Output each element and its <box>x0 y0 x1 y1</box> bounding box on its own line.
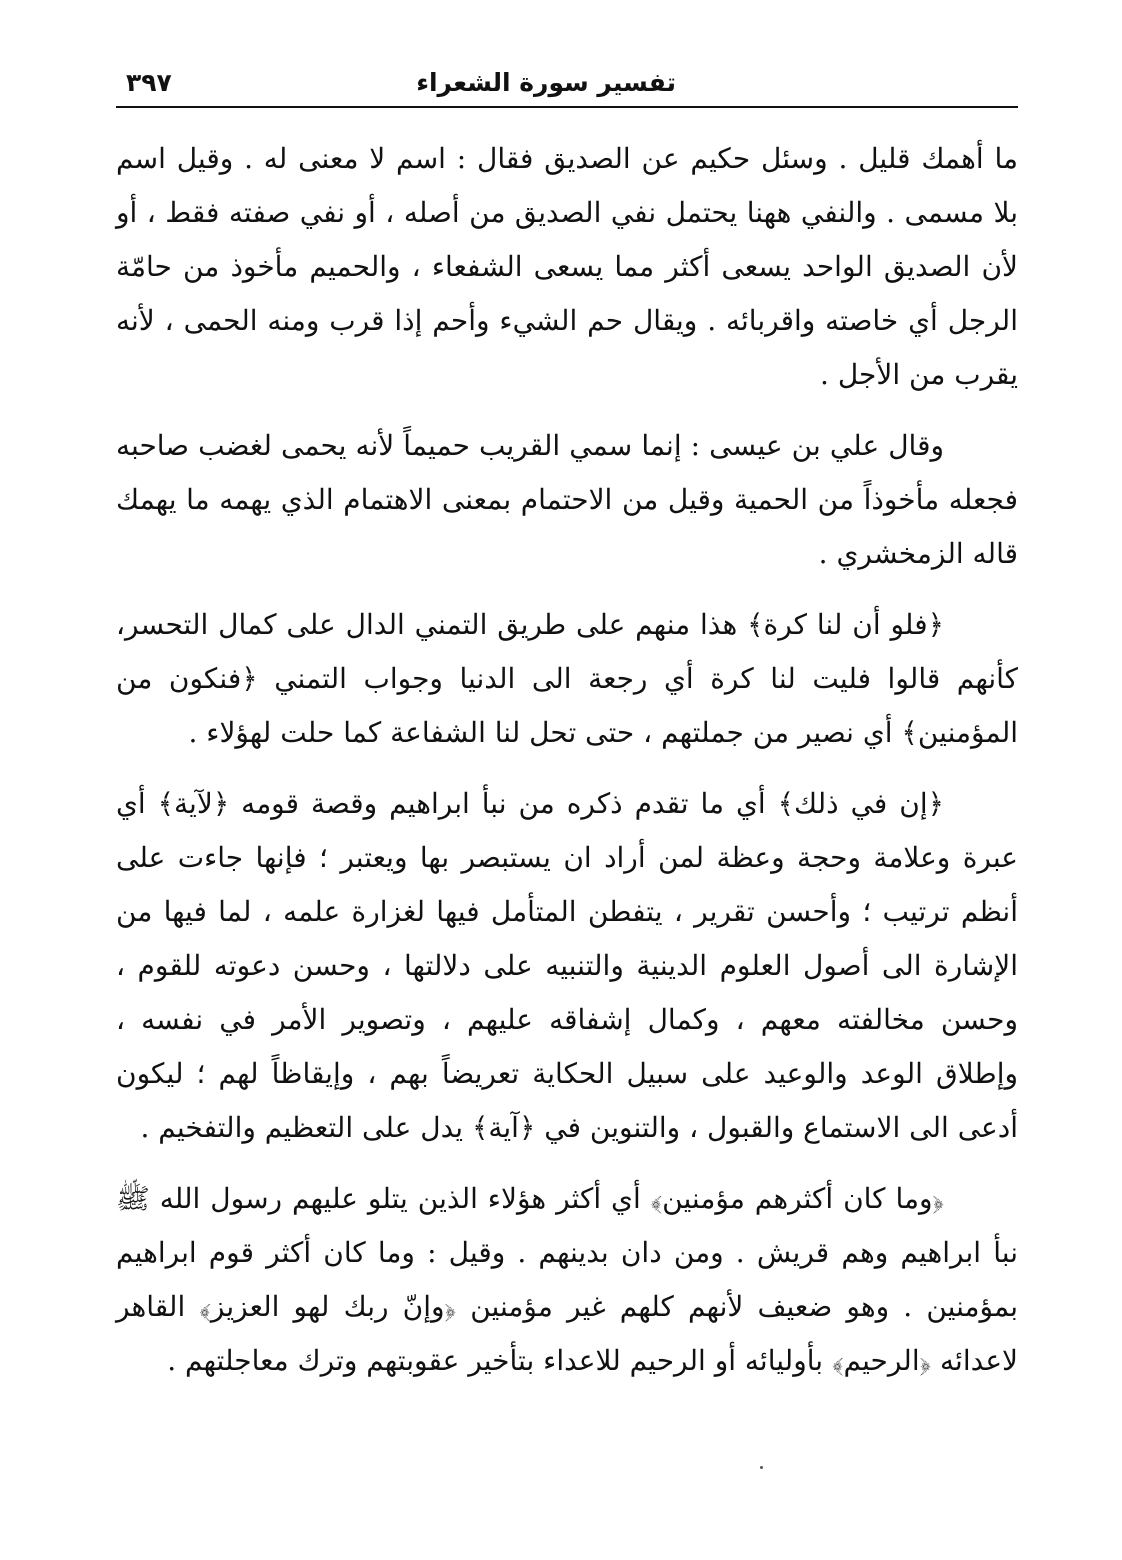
page-header <box>118 62 1016 106</box>
paragraph-4: ﴿إن في ذلك﴾ أي ما تقدم ذكره من نبأ ابراهيم وقصة قومه ﴿لآية﴾ أي عبرة وعلامة وحجة وعظة لمن أراد ان يستبصر بها ويعتبر ؛ فإنها جاءت على أنظم ترتيب ؛ وأحسن تقرير ، يتفطن المتأمل فيها لغزارة علمه ، لما فيها من الإشارة الى أصول العلوم الدينية والتنبيه على دلالتها ، وحسن دعوته للقوم ، وحسن مخالفته معهم ، وكمال إشفاقه عليهم ، وتصوير الأمر في نفسه ، وإطلاق الوعد والوعيد على سبيل الحكاية تعريضاً بهم ، وإيقاظاً لهم ؛ ليكون أدعى الى الاستماع والقبول ، والتنوين في ﴿آية﴾ يدل على التعظيم والتفخيم . <box>116 787 1018 1144</box>
page-body <box>116 132 1018 1405</box>
paragraph-3: ﴿فلو أن لنا كرة﴾ هذا منهم على طريق التمني الدال على كمال التحسر، كأنهم قالوا فليت لنا كرة أي رجعة الى الدنيا وجواب التمني ﴿فنكون من المؤمنين﴾ أي نصير من جملتهم ، حتى تحل لنا الشفاعة كما حلت لهؤلاء . <box>116 608 1018 749</box>
page-number: ٣٩٧ <box>126 68 172 97</box>
scan-speck <box>760 1466 763 1469</box>
running-title: تفسير سورة الشعراء <box>416 68 676 97</box>
header-divider <box>116 106 1018 108</box>
paragraph-2: وقال علي بن عيسى : إنما سمي القريب حميماً لأنه يحمى لغضب صاحبه فجعله مأخوذاً من الحمية وقيل من الاحتمام بمعنى الاهتمام الذي يهمه ما يهمك قاله الزمخشري . <box>116 429 1018 570</box>
paragraph-5: ﴿وما كان أكثرهم مؤمنين﴾ أي أكثر هؤلاء الذين يتلو عليهم رسول الله ﷺ نبأ ابراهيم وهم قريش . ومن دان بدينهم . وقيل : وما كان أكثر قوم ابراهيم بمؤمنين . وهو ضعيف لأنهم كلهم غير مؤمنين ﴿وإنّ ربك لهو العزيز﴾ القاهر لاعدائه ﴿الرحيم﴾ بأوليائه أو الرحيم للاعداء بتأخير عقوبتهم وترك معاجلتهم . <box>116 1182 1018 1377</box>
paragraph-1: ما أهمك قليل . وسئل حكيم عن الصديق فقال : اسم لا معنى له . وقيل اسم بلا مسمى . والنفي ههنا يحتمل نفي الصديق من أصله ، أو نفي صفته فقط ، أو لأن الصديق الواحد يسعى أكثر مما يسعى الشفعاء ، والحميم مأخوذ من حامّة الرجل أي خاصته واقربائه . ويقال حم الشيء وأحم إذا قرب ومنه الحمى ، لأنه يقرب من الأجل . <box>116 142 1018 391</box>
